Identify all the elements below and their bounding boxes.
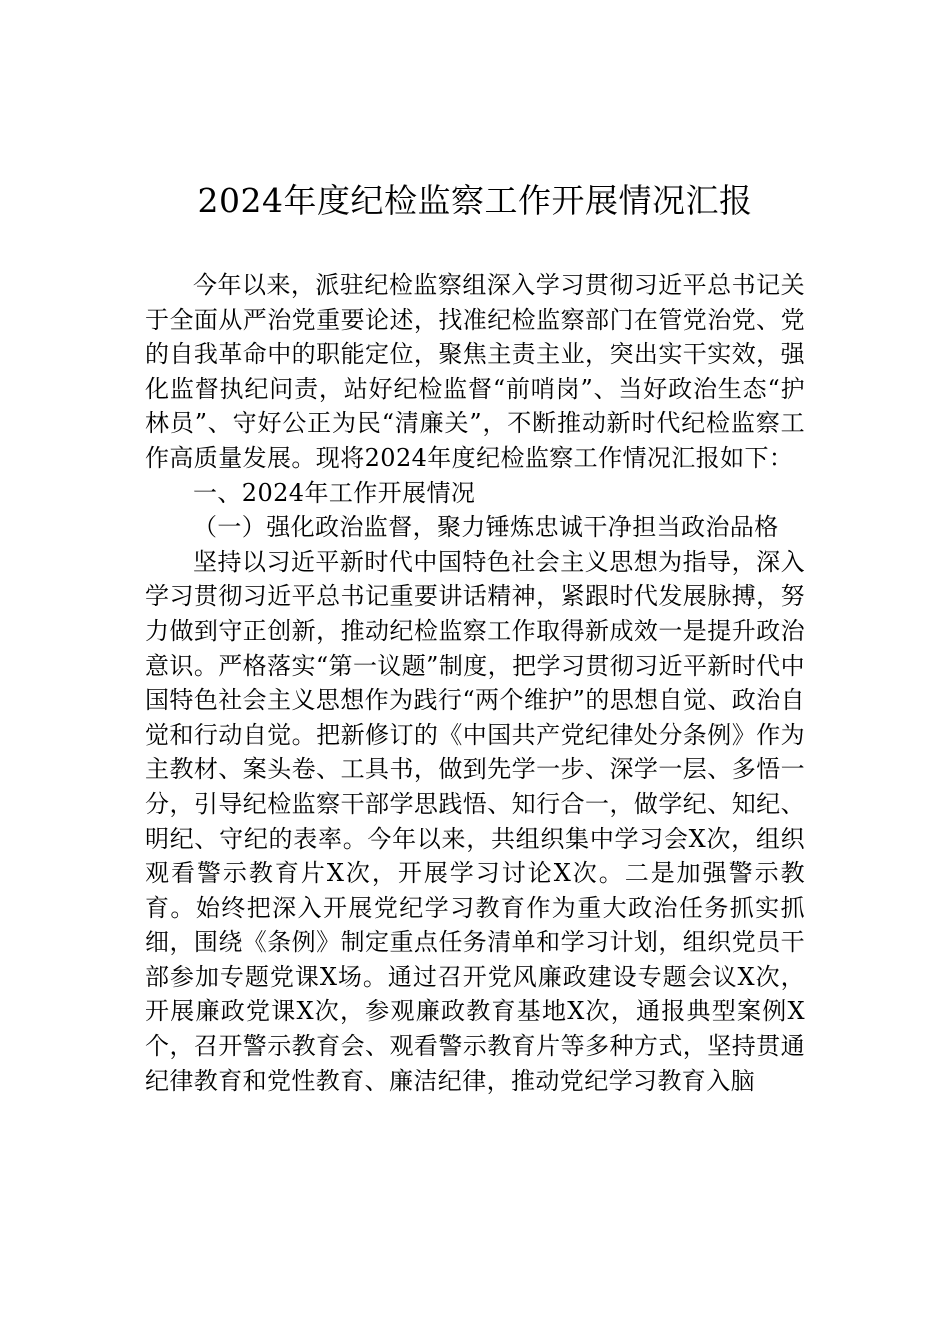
intro-paragraph: 今年以来，派驻纪检监察组深入学习贯彻习近平总书记关于全面从严治党重要论述，找准纪检监察部门在管党治党、党的自我革命中的职能定位，聚焦主责主业，突出实干实效，强化监督执纪问责，站好纪检监督“前哨岗”、当好政治生态“护林员”、守好公正为民“清廉关”，不断推动新时代纪检监察工作高质量发展。现将2024年度纪检监察工作情况汇报如下： — [145, 271, 805, 472]
subsection-heading: （一）强化政治监督，聚力锤炼忠诚干净担当政治品格 — [193, 513, 779, 542]
document-title: 2024年度纪检监察工作开展情况汇报 — [197, 181, 753, 220]
body-paragraph: 坚持以习近平新时代中国特色社会主义思想为指导，深入学习贯彻习近平总书记重要讲话精神，紧跟时代发展脉搏，努力做到守正创新，推动纪检监察工作取得新成效一是提升政治意识。严格落实“第一议题”制度，把学习贯彻习近平新时代中国特色社会主义思想作为践行“两个维护”的思想自觉、政治自觉和行动自觉。把新修订的《中国共产党纪律处分条例》作为主教材、案头卷、工具书，做到先学一步、深学一层、多悟一分，引导纪检监察干部学思践悟、知行合一，做学纪、知纪、明纪、守纪的表率。今年以来，共组织集中学习会X次，组织观看警示教育片X次，开展学习讨论X次。二是加强警示教育。始终把深入开展党纪学习教育作为重大政治任务抓实抓细，围绕《条例》制定重点任务清单和学习计划，组织党员干部参加专题党课X场。通过召开党风廉政建设专题会议X次，开展廉政党课X次，参观廉政教育基地X次，通报典型案例X个，召开警示教育会、观看警示教育片等多种方式，坚持贯通纪律教育和党性教育、廉洁纪律，推动党纪学习教育入脑 — [145, 547, 805, 1095]
section-heading: 一、2024年工作开展情况 — [193, 478, 476, 507]
document-body — [145, 268, 805, 1098]
